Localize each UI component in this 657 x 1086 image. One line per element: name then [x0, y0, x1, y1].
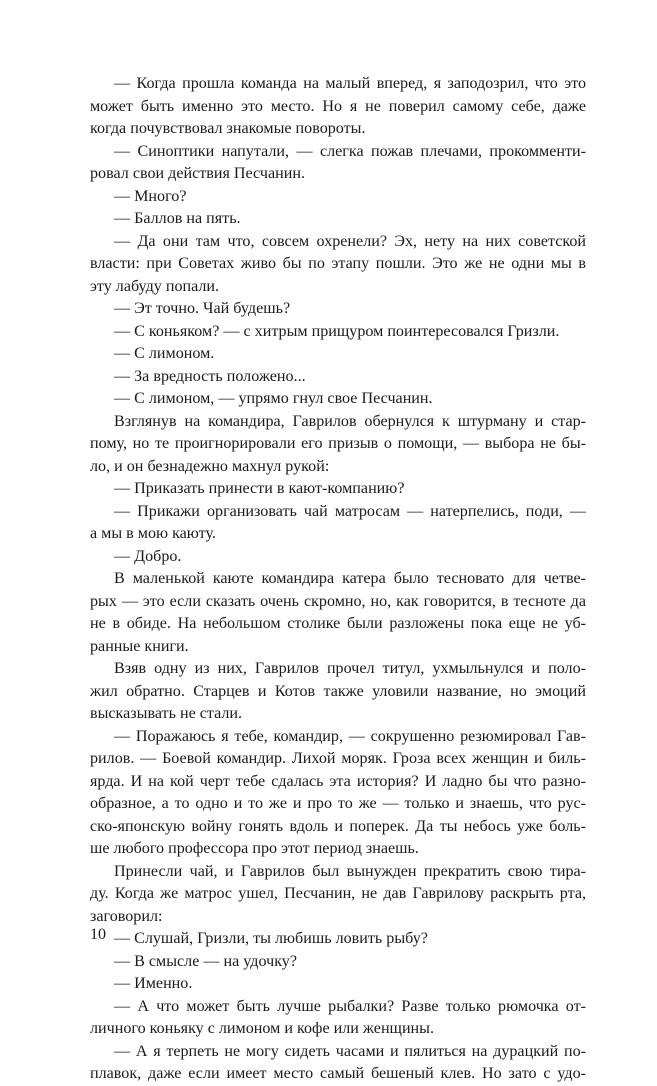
text-line: Принесли чай, и Гаврилов был вынужден прекратить свою тира-	[114, 862, 586, 880]
text-line: — А я терпеть не могу сидеть часами и пялиться на дурацкий по-	[114, 1042, 586, 1060]
text-line: а мы в мою каюту.	[90, 525, 216, 542]
text-line: ровал свои действия Песчанин.	[90, 165, 305, 182]
text-line: ду. Когда же матрос ушел, Песчанин, не дав Гаврилову раскрыть рта,	[90, 885, 586, 902]
text-line: ярда. И на кой черт тебе сдалась эта история? И ладно бы что разно-	[90, 772, 586, 790]
text-line: — Поражаюсь я тебе, командир, — сокрушенно резюмировал Гав-	[114, 727, 586, 745]
text-line: когда почувствовал знакомые повороты.	[90, 120, 366, 137]
text-line: ше любого профессора про этот период знаешь.	[90, 840, 419, 857]
text-line: образное, а то одно и то же и про то же — только и знаешь, что рус-	[90, 795, 586, 812]
text-line: — Слушай, Гризли, ты любишь ловить рыбу?	[114, 930, 428, 947]
text-line: — Много?	[114, 187, 187, 205]
body-text	[90, 73, 586, 1086]
text-line: — Синоптики напутали, — слегка пожав плечами, прокомменти-	[114, 142, 586, 160]
text-line: — С лимоном.	[114, 345, 215, 362]
text-line: — А что может быть лучше рыбалки? Разве только рюмочка от-	[114, 997, 586, 1015]
text-line: — За вредность положено...	[114, 367, 306, 385]
text-line: рых — это если сказать очень скромно, но, как говорится, в тесноте да	[90, 592, 586, 610]
text-line: — В смысле — на удочку?	[114, 952, 297, 970]
page-number: 10	[90, 926, 107, 943]
text-line: жил обратно. Старцев и Котов также уловили название, но эмоций	[90, 682, 586, 700]
text-line: — Прикажи организовать чай матросам — натерпелись, поди, —	[114, 502, 586, 520]
text-line: — Баллов на пять.	[114, 210, 241, 227]
text-line: эту лабуду попали.	[90, 277, 220, 295]
text-line: Взяв одну из них, Гаврилов прочел титул, ухмыльнулся и поло-	[114, 660, 586, 677]
text-line: власти: при Советах живо бы по этапу пошли. Это же не одни мы в	[90, 255, 586, 272]
text-line: — Когда прошла команда на малый вперед, я заподозрил, что это	[114, 75, 586, 92]
text-line: рилов. — Боевой командир. Лихой моряк. Гроза всех женщин и биль-	[90, 750, 586, 767]
text-line: ско-японскую войну гонять вдоль и поперек. Да ты небось уже боль-	[90, 817, 586, 835]
text-line: личного коньяку с лимоном и кофе или женщины.	[90, 1020, 435, 1037]
text-line: — Добро.	[114, 547, 182, 565]
text-line: может быть именно это место. Но я не поверил самому себе, даже	[90, 97, 586, 115]
text-line: — Именно.	[114, 975, 193, 992]
text-line: ло, и он безнадежно махнул рукой:	[90, 457, 330, 475]
text-line: высказывать не стали.	[90, 705, 243, 722]
text-line: не в обиде. На небольшом столике были разложены пока еще не уб-	[90, 615, 586, 632]
text-line: заговорил:	[90, 907, 163, 925]
text-line: — Эт точно. Чай будешь?	[114, 300, 291, 317]
text-line: — С коньяком? — с хитрым прищуром поинтересовался Гризли.	[114, 322, 560, 340]
text-line: — Да они там что, совсем охренели? Эх, нету на них советской	[114, 232, 586, 250]
text-line: плавок, даже если имеет место самый бешеный клев. Но зато с удо-	[90, 1065, 586, 1082]
text-line: ранные книги.	[90, 637, 189, 655]
text-line: — Приказать принести в кают-компанию?	[114, 480, 405, 497]
text-line: — С лимоном, — упрямо гнул свое Песчанин.	[114, 390, 433, 407]
text-line: Взглянув на командира, Гаврилов обернулся к штурману и стар-	[114, 412, 586, 430]
text-line: пому, но те проигнорировали его призыв о помощи, — выбора не бы-	[90, 435, 586, 452]
text-line: В маленькой каюте командира катера было тесновато для четве-	[114, 570, 586, 587]
